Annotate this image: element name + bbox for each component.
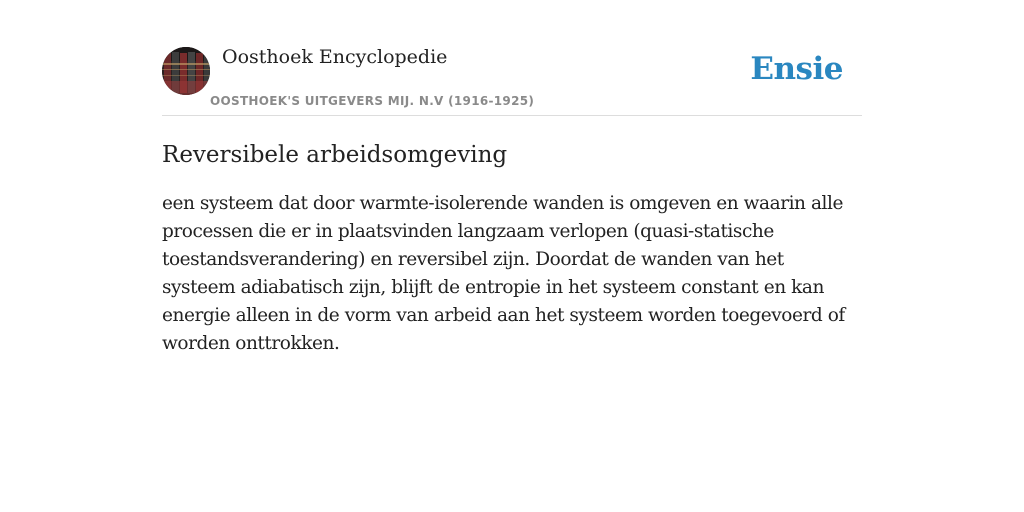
source-title[interactable]: Oosthoek Encyclopedie — [222, 46, 448, 68]
book-spines-icon — [162, 47, 210, 95]
article-title: Reversibele arbeidsomgeving — [162, 142, 508, 168]
source-avatar[interactable] — [162, 47, 210, 95]
source-header — [162, 46, 862, 116]
brand-logo[interactable]: Ensie — [750, 51, 843, 87]
source-subtitle: OOSTHOEK'S UITGEVERS MIJ. N.V (1916-1925) — [210, 94, 535, 108]
page-content — [162, 46, 862, 358]
article-body: een systeem dat door warmte-isolerende wanden is omgeven en waarin alle processen die er in plaatsvinden langzaam verlopen (quasi-statische toestandsverandering) en reversibel zijn. Doordat de wanden van het systeem adiabatisch zijn, blijft de entropie in het systeem constant en kan energie alleen in de vorm van arbeid aan het systeem worden toegevoerd of worden onttrokken. — [162, 193, 845, 354]
